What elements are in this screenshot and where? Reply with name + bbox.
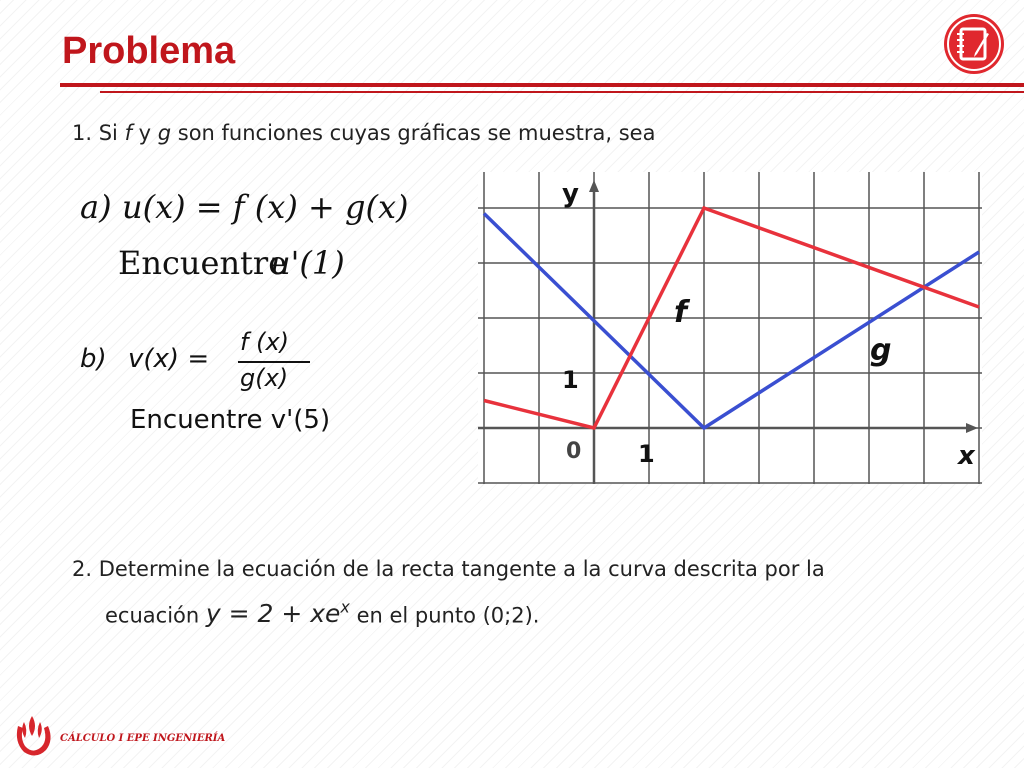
title-rule-thick (60, 83, 1024, 87)
x-tick-one-label: 1 (638, 440, 655, 468)
part-b-find: Encuentre v'(5) (130, 405, 331, 435)
x-axis-label: x (958, 441, 975, 471)
g-curve-label: g (870, 333, 892, 368)
problem2-line2: ecuación $y = 2 + xe^x$ en el punto (0;2). (105, 598, 540, 629)
part-b-denominator: g(x) (240, 364, 289, 392)
part-a-label: a) (80, 188, 112, 226)
part-a-target: u'(1) (270, 244, 345, 282)
title-rule-thin (100, 91, 1024, 93)
problem2-equation: $y = 2 + xe^x$ (205, 598, 350, 629)
page-title: Problema (62, 30, 236, 72)
part-a-find-label: Encuentre (118, 244, 288, 282)
part-b-lhs: v(x) = (128, 344, 210, 374)
problem1-intro: 1. Si f y g son funciones cuyas gráficas se muestra, sea (72, 121, 656, 145)
function-graph (478, 172, 982, 484)
problem2-line1: 2. Determine la ecuación de la recta tangente a la curva descrita por la (72, 557, 825, 581)
f-curve-label: f (674, 295, 688, 330)
y-tick-one-label: 1 (562, 366, 579, 394)
part-b-numerator: f (x) (240, 328, 290, 356)
part-b-label: b) (80, 344, 107, 374)
y-axis-label: y (562, 179, 579, 209)
footer-course-label: CÁLCULO I EPE INGENIERÍA (60, 733, 226, 744)
fraction-bar (238, 361, 310, 363)
notepad-pencil-icon (937, 12, 1011, 76)
part-a-equation: u(x) = f (x) + g(x) (122, 188, 409, 226)
origin-label: 0 (566, 439, 582, 464)
upc-logo-icon (10, 712, 54, 760)
